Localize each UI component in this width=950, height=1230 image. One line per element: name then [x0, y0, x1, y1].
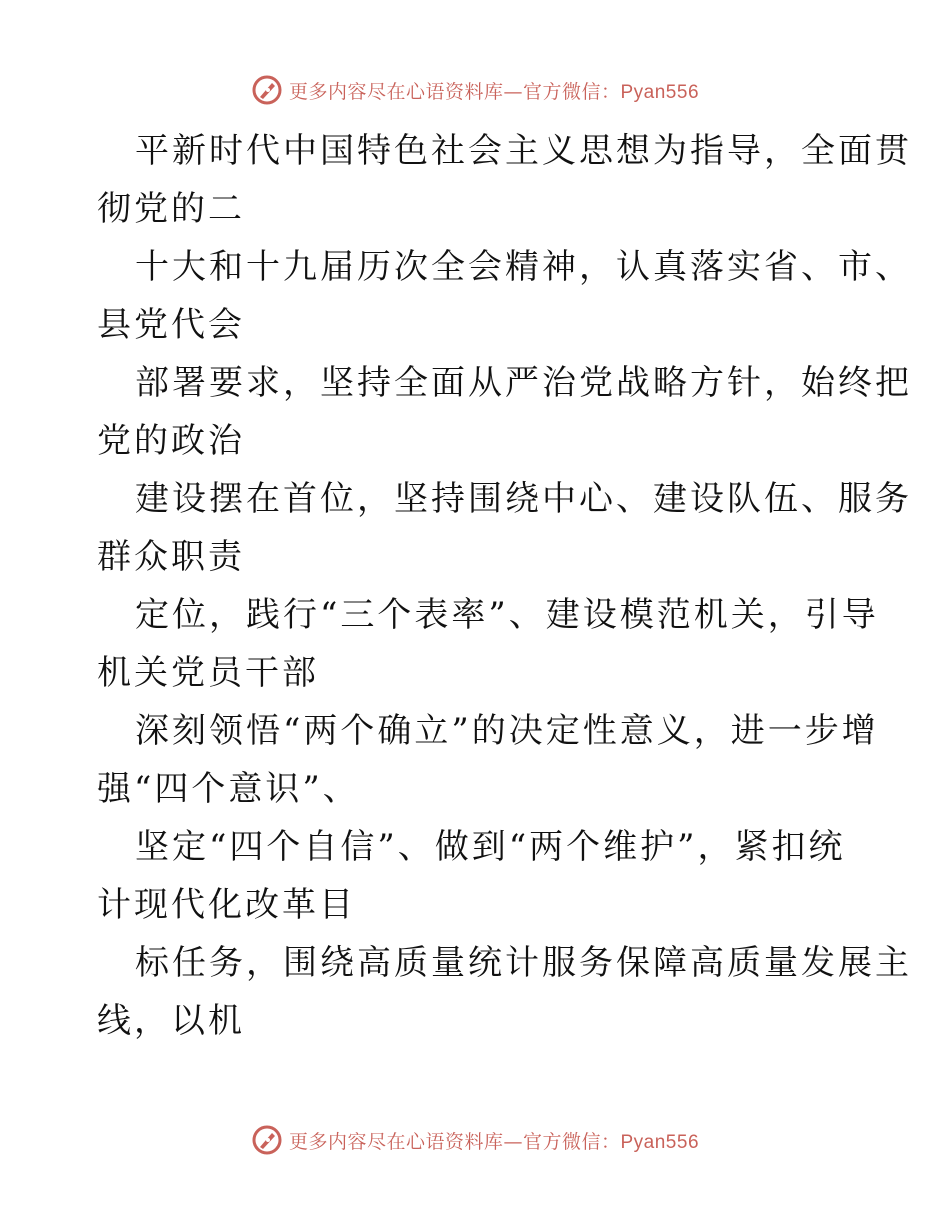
body-line: 平新时代中国特色社会主义思想为指导，全面贯	[135, 131, 912, 171]
pen-nib-logo-icon	[251, 1124, 283, 1156]
body-line: 群众职责	[97, 537, 245, 577]
document-body	[97, 122, 912, 1050]
body-line: 部署要求，坚持全面从严治党战略方针，始终把	[135, 363, 912, 403]
body-line: 机关党员干部	[97, 653, 319, 693]
body-line: 线，以机	[97, 1001, 245, 1041]
pen-nib-logo-icon	[251, 74, 283, 106]
footer-banner	[0, 1120, 950, 1160]
body-line: 计现代化改革目	[97, 885, 356, 925]
banner-text: 更多内容尽在心语资料库—官方微信：Pyan556	[288, 1130, 700, 1153]
header-banner	[0, 70, 950, 110]
wechat-id: Pyan556	[620, 1131, 700, 1153]
banner-text: 更多内容尽在心语资料库—官方微信：Pyan556	[288, 80, 700, 103]
body-line: 建设摆在首位，坚持围绕中心、建设队伍、服务	[135, 479, 912, 519]
body-line: 深刻领悟“两个确立”的决定性意义，进一步增	[135, 711, 879, 751]
wechat-id: Pyan556	[620, 81, 700, 103]
body-line: 彻党的二	[97, 189, 245, 229]
body-line: 定位，践行“三个表率”、建设模范机关，引导	[135, 595, 879, 635]
body-line: 十大和十九届历次全会精神，认真落实省、市、	[135, 247, 912, 287]
body-line: 强“四个意识”、	[97, 769, 360, 809]
body-line: 县党代会	[97, 305, 245, 345]
body-line: 标任务，围绕高质量统计服务保障高质量发展主	[135, 943, 912, 983]
body-line: 坚定“四个自信”、做到“两个维护”，紧扣统	[135, 827, 846, 867]
body-line: 党的政治	[97, 421, 245, 461]
